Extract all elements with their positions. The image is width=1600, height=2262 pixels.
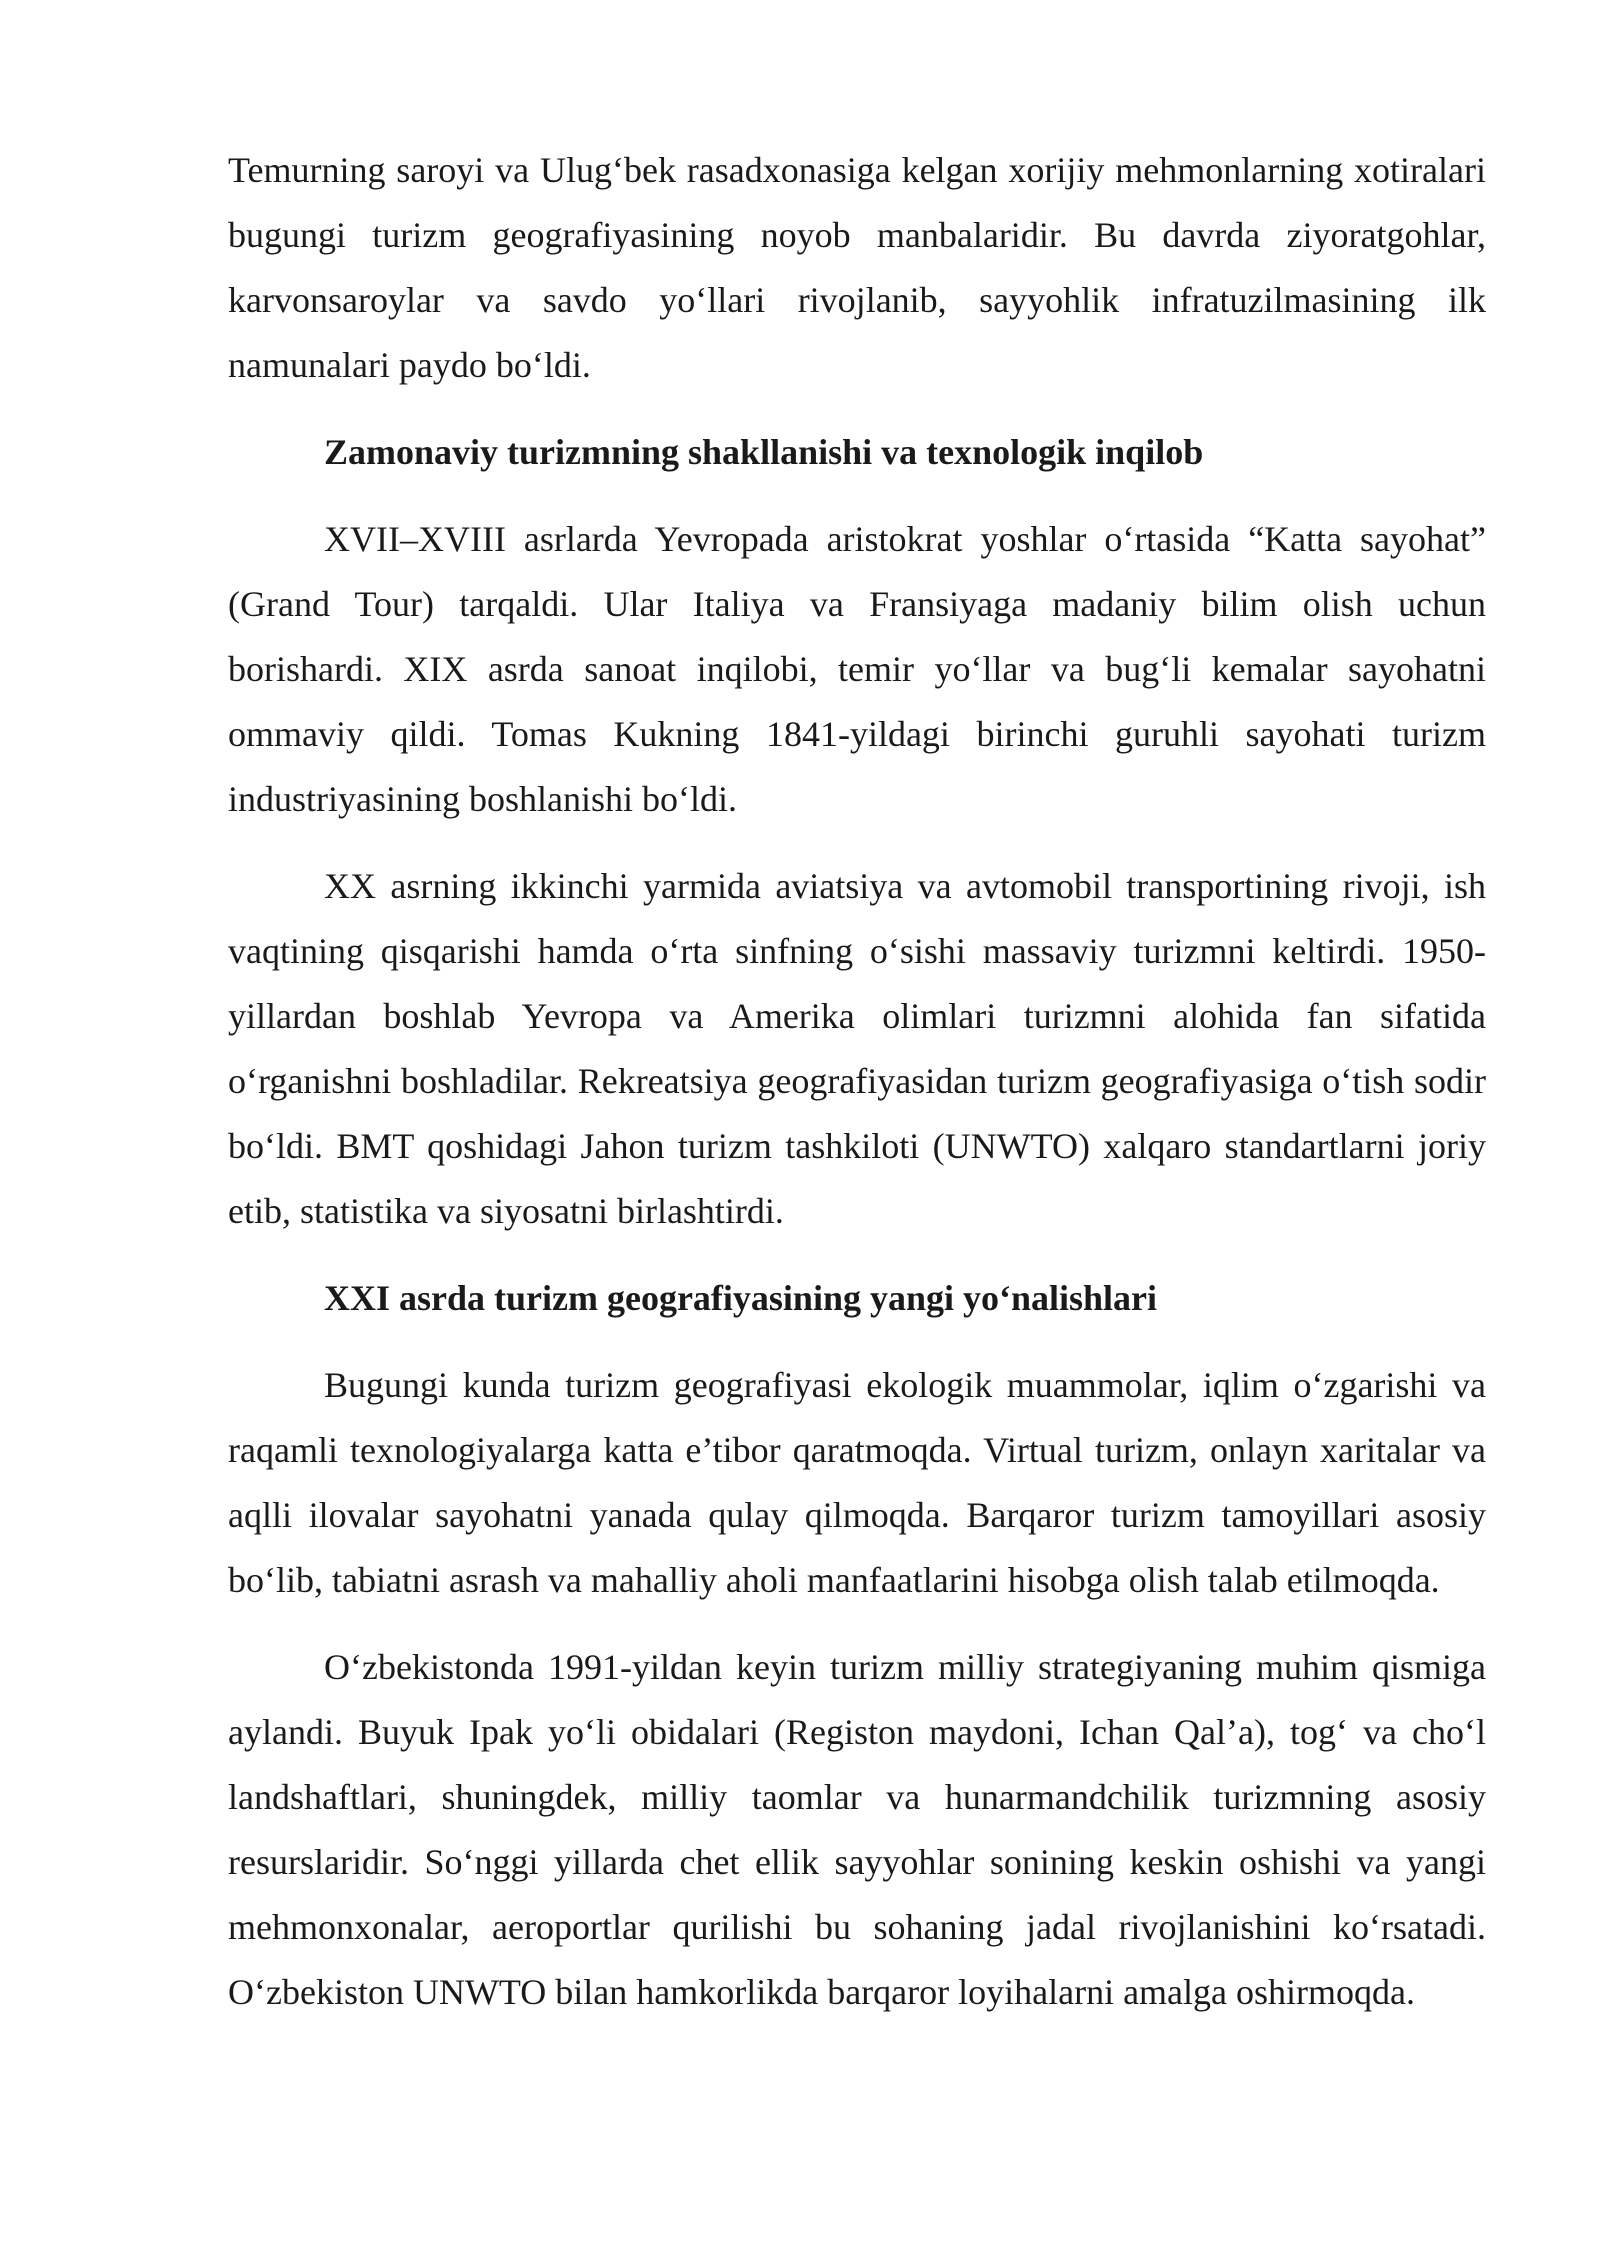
paragraph-1: Temurning saroyi va Ulug‘bek rasadxonasiga kelgan xorijiy mehmonlarning xotiralari bugungi turizm geografiyasining noyob manbalaridir. Bu davrda ziyoratgohlar, karvonsaroylar va savdo yo‘llari rivojlanib, sayyohlik infratuzilmasining ilk namunalari paydo bo‘ldi. (228, 150, 1486, 385)
section-heading-modern-tourism: Zamonaviy turizmning shakllanishi va texnologik inqilob (324, 432, 1204, 472)
paragraph-4: Bugungi kunda turizm geografiyasi ekologik muammolar, iqlim o‘zgarishi va raqamli texnologiyalarga katta e’tibor qaratmoqda. Virtual turizm, onlayn xaritalar va aqlli ilovalar sayohatni yanada qulay qilmoqda. Barqaror turizm tamoyillari asosiy bo‘lib, tabiatni asrash va mahalliy aholi manfaatlarini hisobga olish talab etilmoqda. (228, 1365, 1486, 1600)
paragraph-2: XVII–XVIII asrlarda Yevropada aristokrat yoshlar o‘rtasida “Katta sayohat” (Grand Tour) tarqaldi. Ular Italiya va Fransiyaga madaniy bilim olish uchun borishardi. XIX asrda sanoat inqilobi, temir yo‘llar va bug‘li kemalar sayohatni ommaviy qildi. Tomas Kukning 1841-yildagi birinchi guruhli sayohati turizm industriyasining boshlanishi bo‘ldi. (228, 519, 1486, 819)
paragraph-3: XX asrning ikkinchi yarmida aviatsiya va avtomobil transportining rivoji, ish vaqtining qisqarishi hamda o‘rta sinfning o‘sishi massaviy turizmni keltirdi. 1950-yillardan boshlab Yevropa va Amerika olimlari turizmni alohida fan sifatida o‘rganishni boshladilar. Rekreatsiya geografiyasidan turizm geografiyasiga o‘tish sodir bo‘ldi. BMT qoshidagi Jahon turizm tashkiloti (UNWTO) xalqaro standartlarni joriy etib, statistika va siyosatni birlashtirdi. (228, 866, 1486, 1231)
paragraph-5: O‘zbekistonda 1991-yildan keyin turizm milliy strategiyaning muhim qismiga aylandi. Buyuk Ipak yo‘li obidalari (Registon maydoni, Ichan Qal’a), tog‘ va cho‘l landshaftlari, shuningdek, milliy taomlar va hunarmandchilik turizmning asosiy resurslaridir. So‘nggi yillarda chet ellik sayyohlar sonining keskin oshishi va yangi mehmonxonalar, aeroportlar qurilishi bu sohaning jadal rivojlanishini ko‘rsatadi. O‘zbekiston UNWTO bilan hamkorlikda barqaror loyihalarni amalga oshirmoqda. (228, 1647, 1486, 2012)
section-heading-21st-century: XXI asrda turizm geografiyasining yangi yo‘nalishlari (324, 1278, 1158, 1318)
document-page (228, 138, 1486, 2047)
